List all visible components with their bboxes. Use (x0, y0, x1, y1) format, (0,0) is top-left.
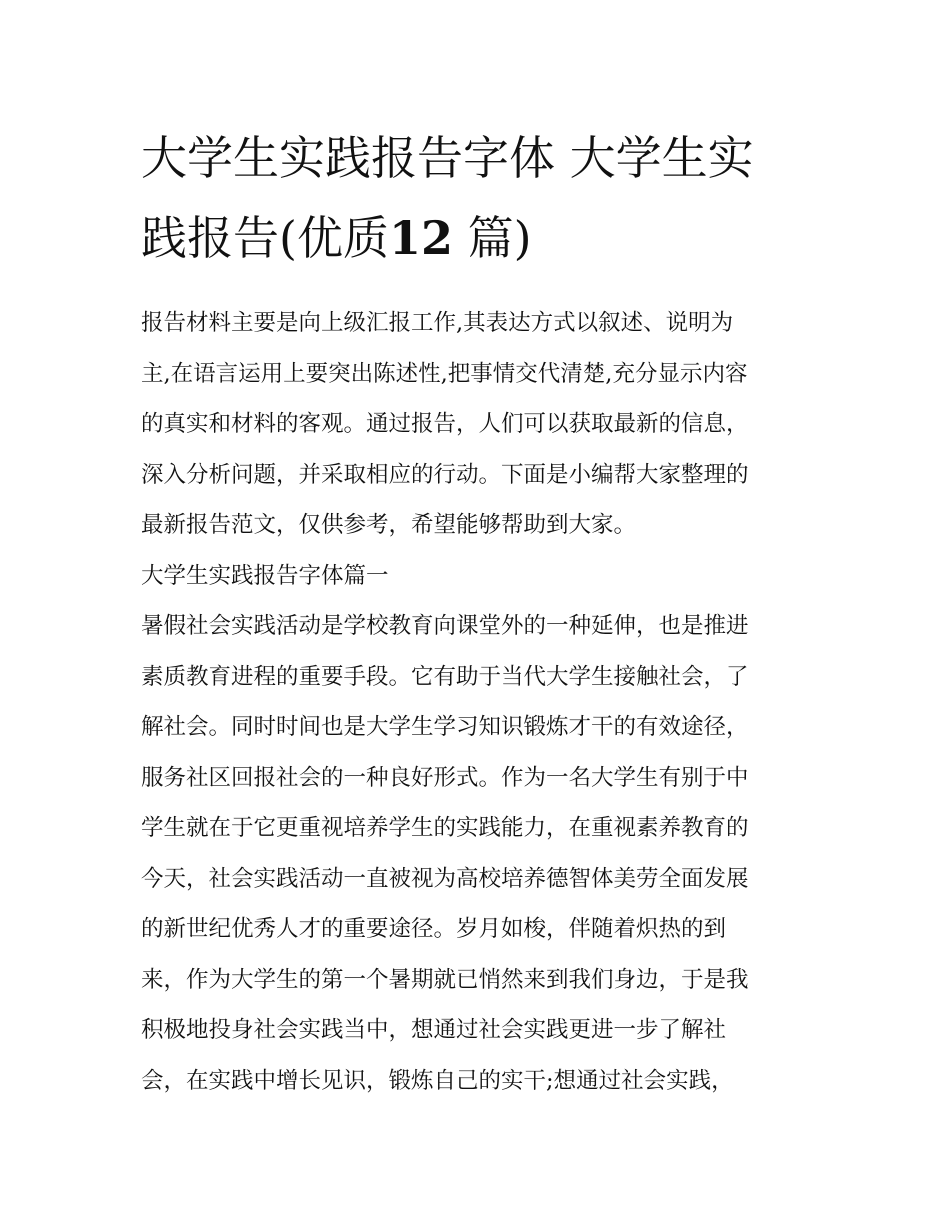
section-heading (141, 551, 813, 602)
paragraph-line: 今天，社会实践活动一直被视为高校培养德智体美劳全面发展 (141, 865, 749, 892)
paragraph-line: 的新世纪优秀人才的重要途径。岁月如梭，伴随着炽热的到 (141, 916, 727, 942)
title-line-1: 大学生实践报告字体 大学生实 (141, 131, 754, 185)
paragraph-line: 最新报告范文，仅供参考，希望能够帮助到大家。 (141, 512, 637, 538)
title-line-2-suffix: 篇) (452, 211, 532, 265)
paragraph-line: 暑假社会实践活动是学校教育向课堂外的一种延伸，也是推进 (141, 613, 749, 639)
document-content (141, 118, 813, 1106)
paragraph-line: 服务社区回报社会的一种良好形式。作为一名大学生有别于中 (141, 764, 749, 791)
paragraph-line: 的真实和材料的客观。通过报告，人们可以获取最新的信息， (141, 411, 749, 437)
paragraph-line: 来，作为大学生的第一个暑期就已悄然来到我们身边，于是我 (141, 966, 749, 993)
title-line-2-number: 12 (388, 211, 453, 265)
paragraph-line: 会，在实践中增长见识，锻炼自己的实干;想通过社会实践， (141, 1067, 734, 1094)
paragraph-line: 主,在语言运用上要突出陈述性,把事情交代清楚,充分显示内容 (141, 360, 748, 387)
paragraph-line: 素质教育进程的重要手段。它有助于当代大学生接触社会，了 (141, 663, 749, 690)
paragraph-line: 积极地投身社会实践当中，想通过社会实践更进一步了解社 (141, 1017, 727, 1043)
paragraph-line: 学生就在于它更重视培养学生的实践能力，在重视素养教育的 (141, 815, 749, 841)
paragraph-line: 报告材料主要是向上级汇报工作,其表达方式以叙述、说明为 (141, 310, 734, 336)
section-paragraph (141, 601, 813, 1106)
document-body (141, 298, 813, 1106)
paragraph-line: 深入分析问题，并采取相应的行动。下面是小编帮大家整理的 (141, 461, 749, 488)
document-title (141, 118, 813, 278)
title-line-2-text: 践报告(优质 (141, 211, 389, 265)
title-line-2 (141, 198, 813, 278)
section-heading-text: 大学生实践报告字体篇一 (141, 562, 389, 589)
intro-paragraph (141, 298, 813, 551)
paragraph-line: 解社会。同时时间也是大学生学习知识锻炼才干的有效途径， (141, 714, 749, 740)
